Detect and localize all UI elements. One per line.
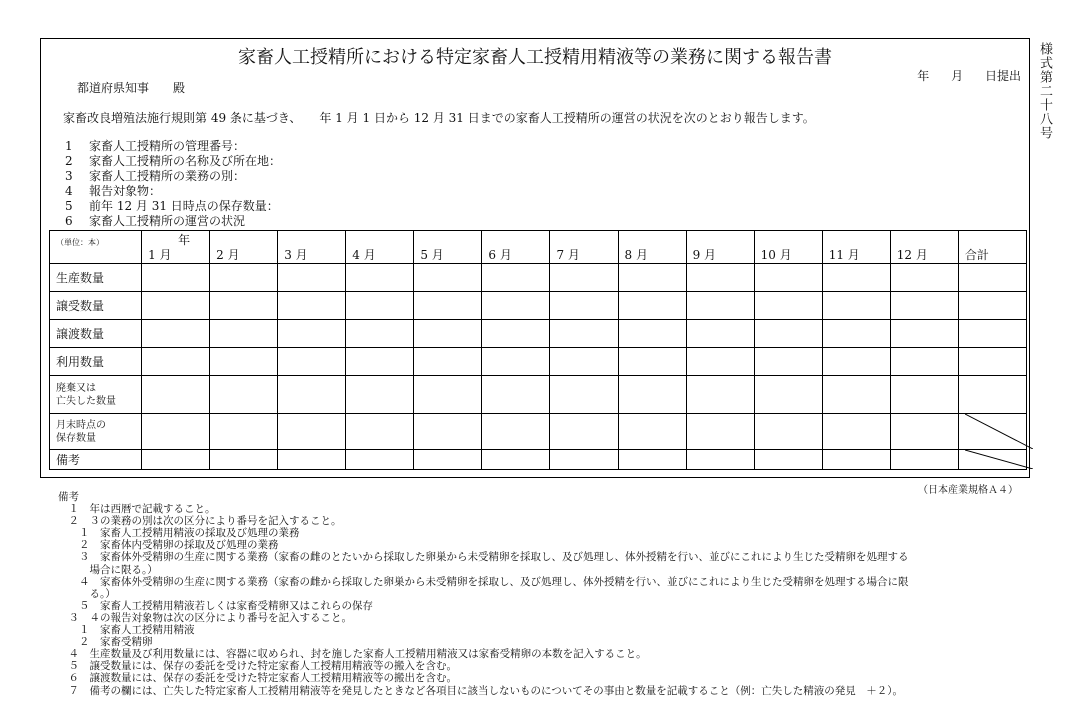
data-cell[interactable] [618, 264, 686, 292]
note-line: ３ ４の報告対象物は次の区分により番号を記入すること。 [58, 611, 352, 624]
data-cell[interactable] [482, 376, 550, 414]
report-item [65, 199, 281, 214]
notes-section [58, 491, 909, 697]
item-text: 家畜人工授精所の管理番号： [89, 139, 246, 153]
table-row [50, 292, 1027, 320]
item-number: 5 [65, 199, 73, 213]
month-label: 2 月 [216, 248, 240, 262]
data-cell[interactable] [142, 376, 210, 414]
month-header [210, 231, 278, 264]
row-label: 利用数量 [50, 348, 142, 376]
data-cell[interactable] [210, 450, 278, 470]
row-label: 備考 [50, 450, 142, 470]
month-label: 9 月 [692, 248, 717, 262]
data-cell[interactable] [278, 450, 346, 470]
data-cell[interactable] [686, 292, 754, 320]
data-cell[interactable] [346, 450, 414, 470]
data-cell[interactable] [822, 376, 890, 414]
date-year: 年 [917, 69, 930, 83]
diagonal-strike [965, 450, 1033, 469]
note-line: ４ 家畜体外受精卵の生産に関する業務（家畜の雌から採取した卵巣から未受精卵を採取し、及び処理し、体外授精を行い、並びにこれにより生じた受精卵を処理する場合に限 [58, 575, 909, 588]
data-cell[interactable] [550, 414, 618, 450]
data-cell[interactable] [414, 320, 482, 348]
data-cell[interactable] [142, 450, 210, 470]
data-cell[interactable] [414, 264, 482, 292]
data-cell[interactable] [958, 264, 1026, 292]
form-title: 家畜人工授精所における特定家畜人工授精用精液等の業務に関する報告書 [238, 47, 832, 68]
data-cell[interactable] [142, 348, 210, 376]
note-line: ６ 譲渡数量には、保存の委託を受けた特定家畜人工授精用精液等の搬出を含む。 [58, 672, 457, 685]
unit-label: （単位：本） [56, 238, 104, 247]
data-cell[interactable] [890, 376, 958, 414]
month-header [278, 231, 346, 264]
date-day: 日提出 [984, 69, 1021, 83]
total-header: 合計 [958, 231, 1026, 264]
month-label: 10 月 [760, 248, 792, 262]
data-cell[interactable] [550, 320, 618, 348]
month-header [890, 231, 958, 264]
data-cell[interactable] [754, 414, 822, 450]
data-cell[interactable] [414, 292, 482, 320]
row-label: 月末時点の 保存数量 [50, 414, 142, 450]
data-cell[interactable] [210, 376, 278, 414]
report-form [40, 38, 1030, 478]
date-month: 月 [951, 69, 964, 83]
data-cell[interactable] [754, 450, 822, 470]
data-cell [958, 450, 1026, 470]
report-item [65, 169, 281, 184]
data-cell[interactable] [686, 414, 754, 450]
note-line: 備考 [58, 491, 79, 503]
data-cell[interactable] [346, 292, 414, 320]
month-header [414, 231, 482, 264]
data-cell[interactable] [890, 414, 958, 450]
item-list [65, 139, 281, 229]
data-cell[interactable] [550, 264, 618, 292]
data-cell[interactable] [142, 320, 210, 348]
month-label: 4 月 [352, 248, 376, 262]
data-cell[interactable] [686, 376, 754, 414]
data-cell[interactable] [550, 376, 618, 414]
data-cell[interactable] [686, 320, 754, 348]
data-cell[interactable] [142, 414, 210, 450]
data-cell[interactable] [210, 292, 278, 320]
data-cell[interactable] [142, 264, 210, 292]
month-label: 12 月 [896, 248, 928, 262]
note-line: ５ 譲受数量には、保存の委託を受けた特定家畜人工授精用精液等の搬入を含む。 [58, 660, 457, 673]
note-line: ５ 家畜人工授精用精液若しくは家畜受精卵又はこれらの保存 [58, 599, 373, 612]
data-cell[interactable] [278, 292, 346, 320]
data-cell[interactable] [482, 414, 550, 450]
data-cell[interactable] [890, 320, 958, 348]
month-label: 8 月 [624, 248, 648, 262]
intro-text: 家畜改良増殖法施行規則第 49 条に基づき、 年 1 月 1 日から 12 月 31 日までの家畜人工授精所の運営の状況を次のとおり報告します。 [63, 111, 815, 125]
item-number: 3 [65, 169, 73, 183]
data-cell[interactable] [550, 348, 618, 376]
item-text: 家畜人工授精所の運営の状況 [89, 214, 246, 228]
data-cell[interactable] [482, 264, 550, 292]
data-cell[interactable] [686, 264, 754, 292]
note-line: ７ 備考の欄には、亡失した特定家畜人工授精用精液等を発見したときなど各項目に該当しないものについてその事由と数量を記載すること（例：亡失した精液の発見 ＋２）。 [58, 684, 904, 697]
table-header-row [50, 231, 1027, 264]
note-line: １ 家畜人工授精用精液 [58, 624, 195, 637]
note-line: ２ 家畜受精卵 [58, 636, 153, 649]
data-cell[interactable] [890, 264, 958, 292]
data-cell[interactable] [958, 348, 1026, 376]
data-cell[interactable] [346, 376, 414, 414]
data-cell[interactable] [550, 450, 618, 470]
data-cell[interactable] [822, 450, 890, 470]
data-cell[interactable] [754, 292, 822, 320]
report-item [65, 154, 281, 169]
note-line: ２ ３の業務の別は次の区分により番号を記入すること。 [58, 515, 342, 528]
report-item [65, 214, 281, 229]
data-cell[interactable] [754, 264, 822, 292]
note-line: 場合に限る。） [58, 563, 158, 576]
data-cell[interactable] [414, 376, 482, 414]
data-cell [958, 414, 1026, 450]
month-label: 11 月 [828, 248, 860, 262]
form-number-label: 様式第二十八号 [1037, 42, 1052, 140]
data-cell[interactable] [618, 376, 686, 414]
data-cell[interactable] [822, 414, 890, 450]
item-number: 2 [65, 154, 73, 168]
note-line: １ 年は西暦で記載すること。 [58, 503, 216, 516]
data-cell[interactable] [482, 292, 550, 320]
data-cell[interactable] [210, 320, 278, 348]
month-header [142, 231, 210, 264]
table-row [50, 264, 1027, 292]
note-line: １ 家畜人工授精用精液の採取及び処理の業務 [58, 527, 300, 540]
data-cell[interactable] [482, 450, 550, 470]
item-text: 報告対象物： [89, 184, 162, 198]
data-cell[interactable] [142, 292, 210, 320]
data-cell[interactable] [550, 292, 618, 320]
item-number: 4 [65, 184, 73, 198]
note-line: ４ 生産数量及び利用数量には、容器に収められ、封を施した家畜人工授精用精液又は家畜受精卵の本数を記入すること。 [58, 648, 647, 661]
data-cell[interactable] [210, 414, 278, 450]
data-cell[interactable] [346, 320, 414, 348]
data-cell[interactable] [278, 376, 346, 414]
data-cell[interactable] [890, 348, 958, 376]
row-label: 生産数量 [50, 264, 142, 292]
data-cell[interactable] [890, 450, 958, 470]
data-cell[interactable] [210, 264, 278, 292]
row-label: 廃棄又は 亡失した数量 [50, 376, 142, 414]
data-cell[interactable] [482, 320, 550, 348]
note-line: ２ 家畜体内受精卵の採取及び処理の業務 [58, 539, 279, 552]
month-header [550, 231, 618, 264]
table-row [50, 414, 1027, 450]
month-label: 6 月 [488, 248, 512, 262]
month-header [822, 231, 890, 264]
item-number: 1 [65, 139, 73, 153]
month-label: 3 月 [284, 248, 308, 262]
data-cell[interactable] [686, 348, 754, 376]
data-cell[interactable] [346, 348, 414, 376]
item-number: 6 [65, 214, 73, 228]
data-cell[interactable] [346, 414, 414, 450]
data-cell[interactable] [686, 450, 754, 470]
item-text: 前年 12 月 31 日時点の保存数量： [89, 199, 279, 213]
year-mark: 年 [178, 233, 191, 247]
data-cell[interactable] [618, 292, 686, 320]
data-cell[interactable] [754, 376, 822, 414]
data-cell[interactable] [278, 264, 346, 292]
month-header [754, 231, 822, 264]
data-cell[interactable] [618, 320, 686, 348]
month-header [482, 231, 550, 264]
month-header [346, 231, 414, 264]
month-label: 7 月 [556, 248, 580, 262]
operation-table [49, 230, 1027, 470]
report-item [65, 139, 281, 154]
data-cell[interactable] [618, 348, 686, 376]
data-cell[interactable] [822, 320, 890, 348]
data-cell[interactable] [414, 414, 482, 450]
month-header [686, 231, 754, 264]
table-row [50, 320, 1027, 348]
data-cell[interactable] [618, 450, 686, 470]
month-header [618, 231, 686, 264]
unit-cell [50, 231, 142, 264]
paper-standard: （日本産業規格Ａ４） [918, 485, 1018, 496]
submission-date [901, 67, 1021, 84]
data-cell[interactable] [414, 348, 482, 376]
note-line: ３ 家畜体外受精卵の生産に関する業務（家畜の雌のとたいから採取した卵巣から未受精卵を採取し、及び処理し、体外授精を行い、並びにこれにより生じた受精卵を処理する [58, 551, 909, 564]
month-label: 5 月 [420, 248, 444, 262]
data-cell[interactable] [822, 348, 890, 376]
data-cell[interactable] [346, 264, 414, 292]
data-cell[interactable] [754, 320, 822, 348]
row-label: 譲受数量 [50, 292, 142, 320]
data-cell[interactable] [890, 292, 958, 320]
data-cell[interactable] [822, 292, 890, 320]
row-label: 譲渡数量 [50, 320, 142, 348]
table-row [50, 348, 1027, 376]
data-cell[interactable] [958, 376, 1026, 414]
item-text: 家畜人工授精所の名称及び所在地： [89, 154, 282, 168]
data-cell[interactable] [414, 450, 482, 470]
report-item [65, 184, 281, 199]
table-row [50, 376, 1027, 414]
data-cell[interactable] [958, 320, 1026, 348]
data-cell[interactable] [210, 348, 278, 376]
data-cell[interactable] [822, 264, 890, 292]
table-row [50, 450, 1027, 470]
note-line: る。） [58, 587, 116, 600]
item-text: 家畜人工授精所の業務の別： [89, 169, 246, 183]
data-cell[interactable] [278, 414, 346, 450]
data-cell[interactable] [958, 292, 1026, 320]
month-label: 1 月 [148, 248, 172, 262]
data-cell[interactable] [754, 348, 822, 376]
data-cell[interactable] [278, 320, 346, 348]
data-cell[interactable] [482, 348, 550, 376]
diagonal-strike [965, 414, 1033, 449]
data-cell[interactable] [278, 348, 346, 376]
addressee: 都道府県知事 殿 [77, 81, 186, 95]
data-cell[interactable] [618, 414, 686, 450]
